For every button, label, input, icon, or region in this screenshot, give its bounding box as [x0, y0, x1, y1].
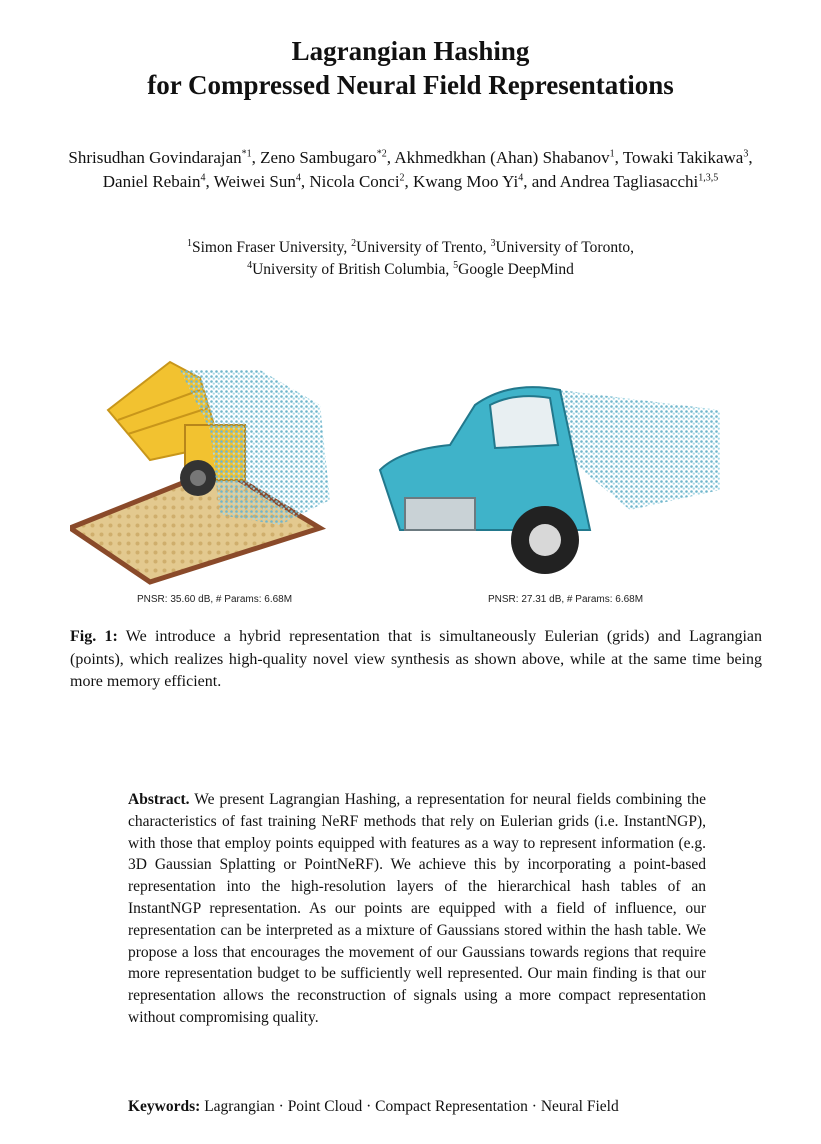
author-separator: , — [205, 172, 214, 191]
author-affiliation-marker: 3 — [743, 148, 749, 160]
figure-caption — [70, 626, 762, 694]
author-list — [60, 146, 761, 194]
abstract — [128, 789, 706, 1029]
affiliation-separator: , — [630, 239, 635, 256]
teaser-figure-graphic — [70, 350, 750, 590]
author-separator: , — [404, 172, 414, 191]
affiliation-marker: 3 — [490, 237, 496, 249]
affiliation-marker: 2 — [351, 237, 357, 249]
affiliation-name: University of Trento — [356, 239, 483, 256]
author-separator: , — [300, 172, 310, 191]
author-affiliation-marker: 4 — [518, 172, 524, 184]
author-name: Andrea Tagliasacchi — [559, 172, 699, 191]
author-name: Towaki Takikawa — [622, 148, 744, 167]
affiliation-separator: , — [482, 239, 491, 256]
author-name: Nicola Conci — [309, 172, 400, 191]
author-name: Zeno Sambugaro — [260, 148, 377, 167]
author-name: Akhmedkhan (Ahan) Shabanov — [394, 148, 610, 167]
truck-point-cloud — [560, 390, 720, 510]
right-metric-label: PNSR: 27.31 dB, # Params: 6.68M — [488, 594, 644, 605]
affiliation-name: University of British Columbia — [252, 261, 446, 278]
keywords-label: Keywords: — [128, 1098, 201, 1115]
author-name: Daniel Rebain — [102, 172, 201, 191]
title-line-1: Lagrangian Hashing — [291, 36, 530, 66]
affiliation-marker: 4 — [247, 259, 253, 271]
abstract-label: Abstract. — [128, 791, 190, 808]
affiliation-marker: 1 — [186, 237, 192, 249]
truck-scene — [380, 387, 720, 574]
author-name: Shrisudhan Govindarajan — [68, 148, 242, 167]
left-metric-label: PNSR: 35.60 dB, # Params: 6.68M — [137, 594, 293, 605]
abstract-text: We present Lagrangian Hashing, a representation for neural fields combining the characteristics of fast training NeRF methods that rely on Eulerian grids (i.e. InstantNGP), with those that employ points equipped with features as a way to represent information (e.g. 3D Gaussian Splatting or PointNeRF). We achieve this by incorporating a point-based representation into the high-resolution layers of the hierarchical hash tables of an InstantNGP representation. As our points are equipped with a field of influence, our representation can be interpreted as a mixture of Gaussians stored within the hash table. We propose a loss that encourages the movement of our Gaussians towards regions that require more representation budget to be sufficiently well represented. Our main finding is that our representation allows the reconstruction of signals using a more compact representation without compromising quality. — [128, 791, 706, 1026]
author-separator: , — [748, 148, 753, 167]
author-name: Kwang Moo Yi — [413, 172, 519, 191]
affiliation-marker: 5 — [453, 259, 459, 271]
caption-text: We introduce a hybrid representation that is simultaneously Eulerian (grids) and Lagrangian (points), which realizes high-quality novel view synthesis as shown above, while at the same time being more memory efficient. — [70, 628, 763, 690]
keywords-text: Lagrangian · Point Cloud · Compact Representation · Neural Field — [200, 1098, 619, 1115]
lego-scene — [70, 362, 330, 582]
caption-label: Fig. 1: — [70, 628, 118, 645]
author-affiliation-marker: 1 — [609, 148, 615, 160]
affiliation-name: Google DeepMind — [458, 261, 574, 278]
teaser-figure — [70, 350, 750, 610]
author-separator: , — [251, 148, 261, 167]
author-affiliation-marker: 4 — [200, 172, 206, 184]
keywords — [128, 1096, 706, 1118]
author-affiliation-marker: *2 — [376, 148, 387, 160]
author-affiliation-marker: 4 — [295, 172, 301, 184]
author-affiliation-marker: *1 — [241, 148, 252, 160]
author-separator: , — [614, 148, 623, 167]
affiliation-name: Simon Fraser University — [191, 239, 344, 256]
truck-grille — [405, 498, 475, 530]
author-name: Weiwei Sun — [213, 172, 296, 191]
affiliation-list — [60, 237, 761, 281]
author-affiliation-marker: 1,3,5 — [698, 172, 719, 184]
author-separator: , — [386, 148, 395, 167]
title-line-2: for Compressed Neural Field Representations — [147, 70, 674, 100]
author-affiliation-marker: 2 — [399, 172, 405, 184]
affiliation-name: University of Toronto — [495, 239, 631, 256]
author-separator: , and — [523, 172, 560, 191]
paper-title — [40, 34, 781, 102]
affiliation-separator: , — [343, 239, 352, 256]
affiliation-separator: , — [445, 261, 454, 278]
